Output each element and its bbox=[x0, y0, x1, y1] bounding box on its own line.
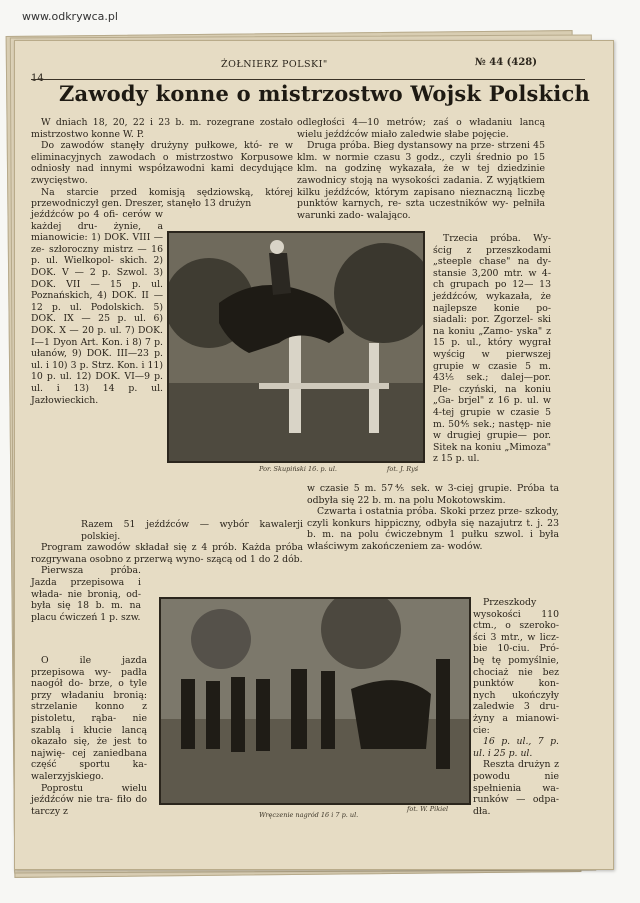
photo-horse-jump bbox=[167, 231, 425, 463]
col1-team-list bbox=[31, 209, 163, 406]
photo1-credit: fot. J. Ryś bbox=[387, 465, 419, 473]
photo-award-ceremony bbox=[159, 597, 471, 805]
award-ceremony-image bbox=[161, 599, 469, 803]
photo2-caption: Wręczenie nagród 16 i 7 p. ul. bbox=[259, 811, 359, 819]
trzecia-proba: Trzecia próba. Wy- ścig z przeszkodami „steeple chase" na dy- stansie 3,200 mtr. w 4-ch grupach po 12— 13 jeźdźców, wykazała, że najlepsze konie po- siadali: por. Zgorzel- ski na koniu „Zamo- yska" z 15 p. ul., który wygrał wyścig w pierwszej grupie w czasie 5 m. 43⅕ sek.; dalej—por. Ple- czyński, na koniu „Ga- brjel" z 16 p. ul. w 4-tej grupie w czasie 5 m. 50⅘ sek.; następ- nie w drugiej grupie— por. Sitek na koniu „Mimoza" z 15 p. ul. bbox=[433, 233, 551, 465]
col3-lower bbox=[473, 597, 559, 817]
page-number: 14 bbox=[31, 73, 44, 84]
intro-paragraph: Na starcie przed komisją sędziowską, której przewodniczył gen. Dreszer, stanęło 13 drużyn bbox=[31, 186, 293, 210]
issue-number: № 44 (428) bbox=[474, 57, 537, 68]
photo2-credit: fot. W. Pikiel bbox=[407, 805, 449, 813]
col3-trzecia bbox=[433, 233, 551, 465]
col1-intro bbox=[31, 117, 293, 210]
target-paragraph: Poprostu wielu jeźdźców nie tra- fiło do tarczy z bbox=[31, 782, 147, 817]
mid-paragraph: w czasie 5 m. 57⅘ sek. w 3-ciej grupie. Próba ta odbyła się 22 b. m. na polu Mokotowskim. bbox=[307, 483, 559, 506]
weapon-paragraph: O ile jazda przepisowa wy- padła naogół do- brze, o tyle przy władaniu bronią: strzelanie konno z pistoletu, rąba- nie szablą i kłucie lancą okazało się, że jest to najwię- cej zaniedbana część sportu ka- walerzyjskiego. bbox=[31, 655, 147, 782]
after-paragraph: Program zawodów składał się z 4 prób. Każda próba rozgrywana osobno z przerwą wyno- szącą od 1 do 2 dób. bbox=[31, 542, 303, 565]
after-paragraph: Razem 51 jeźdźców — wybór kawalerji polskiej. bbox=[81, 519, 303, 542]
magazine-title: ŻOŁNIERZ POLSKI" bbox=[221, 59, 328, 70]
article-title: Zawody konne o mistrzostwo Wojsk Polskich bbox=[59, 81, 590, 106]
page-header bbox=[15, 55, 613, 84]
czwarta-proba: Czwarta i ostatnia próba. Skoki przez prze- szkody, czyli konkurs hippiczny, odbyła się nazajutrz t. j. 23 b. m. na polu ćwiczebnym 1 pułku szwol. i była właściwym zakończeniem za- wodów. bbox=[307, 506, 559, 552]
watermark: www.odkrywca.pl bbox=[22, 10, 118, 23]
col2-mid bbox=[307, 483, 559, 553]
druga-proba: Druga próba. Bieg dystansowy na prze- strzeni 45 klm. w normie czasu 3 godz., czyli średnio po 15 klm. na godzinę wykazała, że w tej dziedzinie zawodnicy stoją na wysokości zadania. Z wyjątkiem kilku jeźdźców, którym zapisano nieznaczną liczbę punktów karnych, re- szta uczestników wy- pełniła warunki zado- walająco. bbox=[297, 140, 545, 221]
horse-jump-image bbox=[169, 233, 423, 461]
col1-lower bbox=[31, 655, 147, 817]
magazine-page bbox=[14, 40, 614, 870]
col2-top bbox=[297, 117, 545, 221]
col2-paragraph: odległości 4—10 metrów; zaś o władaniu lancą wielu jeźdźców miało zaledwie słabe pojęcie. bbox=[297, 117, 545, 140]
winning-teams: 16 p. ul., 7 p. ul. i 25 p. ul. bbox=[473, 736, 559, 759]
photo1-caption: Por. Skupiński 16. p. ul. bbox=[259, 465, 337, 473]
obstacles-paragraph: Przeszkody wysokości 110 ctm., o szeroko- ści 3 mtr., w licz- bie 10-ciu. Pró- bę tę pomyślnie, chociaż nie bez punktów kon- nych ukończyły zaledwie 3 dru- żyny a mianowi- cie: bbox=[473, 597, 559, 736]
other-teams-paragraph: Reszta drużyn z powodu nie spełnienia wa- runków — odpa- dła. bbox=[473, 759, 559, 817]
intro-paragraph: Do zawodów stanęły drużyny pułkowe, któ- re w eliminacyjnych zawodach o mistrzostwo Korpusowe odniosły nad innymi współzawodni kami decydujące zwycięstwo. bbox=[31, 140, 293, 186]
after-paragraph: Pierwsza próba. Jazda przepisowa i włada- nie bronią, od- była się 18 b. m. na placu ćwiczeń 1 p. szw. bbox=[31, 565, 141, 623]
team-list: jeźdźców po 4 ofi- cerów w każdej dru- żynie, a mianowicie: 1) DOK. VIII — ze- szłoroczny mistrz — 16 p. ul. Wielkopol- skich. 2) DOK. V — 2 p. Szwol. 3) DOK. VII — 15 p. ul. Poznańskich, 4) DOK. II — 12 p. ul. Podolskich. 5) DOK. IX — 25 p. ul. 6) DOK. X — 20 p. ul. 7) DOK. I—1 Dyon Art. Kon. i 8) 7 p. ułanów, 9) DOK. III—23 p. ul. i 10) 3 p. Strz. Kon. i 11) 10 p. ul. 12) DOK. VI—9 p. ul. i 13) 14 p. ul. Jazłowieckich. bbox=[31, 209, 163, 406]
intro-paragraph: W dniach 18, 20, 22 i 23 b. m. rozegrane zostało mistrzostwo konne W. P. bbox=[31, 117, 293, 140]
header-rule bbox=[31, 79, 585, 80]
